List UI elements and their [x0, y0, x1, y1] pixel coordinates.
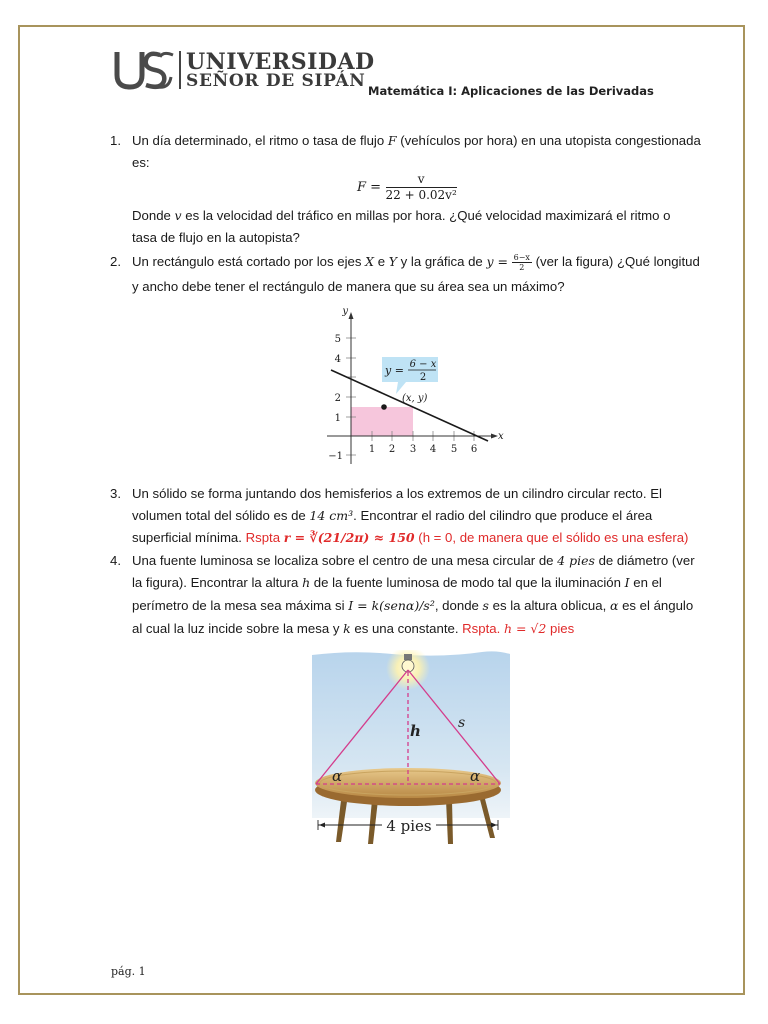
y-tick-2: 2: [334, 393, 341, 404]
y-axis-label: y: [342, 306, 348, 317]
point-label: (x, y): [402, 393, 428, 404]
problem-1-line-3: Donde v es la velocidad del tráfico en millas por hora. ¿Qué velocidad maximizará el ritmo o: [132, 208, 671, 223]
x-tick-6: 6: [470, 444, 478, 455]
table-leg: [446, 800, 453, 844]
flow-rate-formula: F = $\frac{v}{\text{22 + 0.02v²}}$: [357, 172, 457, 202]
width-label: 4 pies: [386, 817, 432, 835]
alpha-right-label: α: [470, 767, 481, 785]
problem-4-number: 4.: [110, 553, 121, 568]
inscribed-rectangle: [351, 407, 413, 436]
y-tick-4: 4: [334, 354, 341, 365]
problem-3-answer-label: Rspta: [245, 530, 281, 545]
problem-4-line-4: al cual la luz incide sobre la mesa y k es una constante. Rspta. h = √2 pies: [132, 621, 575, 636]
problem-3-line-3: superficial mínima. Rspta r = ∛(21/2π) ≈ 150 (h = 0, de manera que el sólido es una esfera): [132, 530, 689, 545]
problem-2-number: 2.: [110, 254, 121, 269]
problem-1-line-2: es:: [132, 155, 150, 170]
problem-4-answer-label: Rspta.: [462, 621, 501, 636]
s-label: s: [458, 715, 466, 731]
problem-1-line-4: tasa de flujo en la autopista?: [132, 230, 300, 245]
x-axis-label: x: [498, 431, 504, 442]
x-tick-3: 3: [409, 444, 417, 455]
problem-4-answer-unit: pies: [550, 621, 575, 636]
problem-4-answer-formula: h = √2: [503, 621, 547, 636]
formula-denominator: 22 + 0.02v²: [385, 188, 457, 202]
formula-numerator: v: [386, 172, 457, 188]
logo-divider: [179, 51, 181, 89]
problem-4-line-3: perímetro de la mesa sea máxima si I = k(senα)/s², donde s es la altura oblicua, α es el ángulo: [132, 598, 694, 613]
figure-rectangle-graph: [322, 302, 512, 467]
y-tick-neg1: −1: [328, 451, 343, 462]
problem-3-answer-note: (h = 0, de manera que el sólido es una esfera): [418, 530, 689, 545]
problem-2-line-2: y ancho debe tener el rectángulo de manera que su área sea un máximo?: [132, 279, 565, 294]
y-tick-5: 5: [334, 334, 341, 345]
problem-2-line-1: Un rectángulo está cortado por los ejes X e Y y la gráfica de y = $\frac{6-x}{2} (ver$ la figura) ¿Qué longitud: [132, 253, 700, 273]
problem-3-line-1: Un sólido se forma juntando dos hemisferios a los extremos de un cilindro circular recto. El: [132, 486, 662, 501]
y-tick-1: 1: [334, 413, 341, 424]
x-tick-1: 1: [368, 444, 376, 455]
x-tick-2: 2: [388, 444, 396, 455]
problem-3-number: 3.: [110, 486, 121, 501]
alpha-left-label: α: [332, 767, 343, 785]
callout-denominator: 2: [419, 372, 427, 383]
h-label: h: [410, 722, 421, 740]
problem-3-answer-formula: r = ∛(21/2π) ≈ 150: [283, 530, 415, 545]
course-title: Matemática I: Aplicaciones de las Derivadas: [368, 84, 654, 98]
problem-1-number: 1.: [110, 133, 121, 148]
problem-4-line-1: Una fuente luminosa se localiza sobre el centro de una mesa circular de 4 pies de diámetro (ver: [132, 553, 695, 568]
uss-logo-icon: [113, 49, 175, 91]
callout-lhs: y =: [385, 364, 404, 377]
callout-numerator: 6 − x: [409, 359, 437, 370]
x-tick-4: 4: [429, 444, 437, 455]
problem-4-line-2: la figura). Encontrar la altura h de la fuente luminosa de modo tal que la iluminación I en el: [132, 575, 662, 590]
logo-senor-de-sipan-text: SEÑOR DE SIPÁN: [186, 71, 366, 91]
point-xy: [381, 404, 387, 410]
problem-3-line-2: volumen total del sólido es de 14 cm³. Encontrar el radio del cilindro que produce el área: [132, 508, 653, 523]
logo-university-text: UNIVERSIDAD: [186, 49, 375, 75]
page-number: pág. 1: [111, 965, 146, 978]
figure-lamp-table: [312, 650, 510, 845]
problem-1-line-1: Un día determinado, el ritmo o tasa de flujo F (vehículos por hora) en una utopista congestionada: [132, 133, 701, 148]
x-tick-5: 5: [450, 444, 458, 455]
